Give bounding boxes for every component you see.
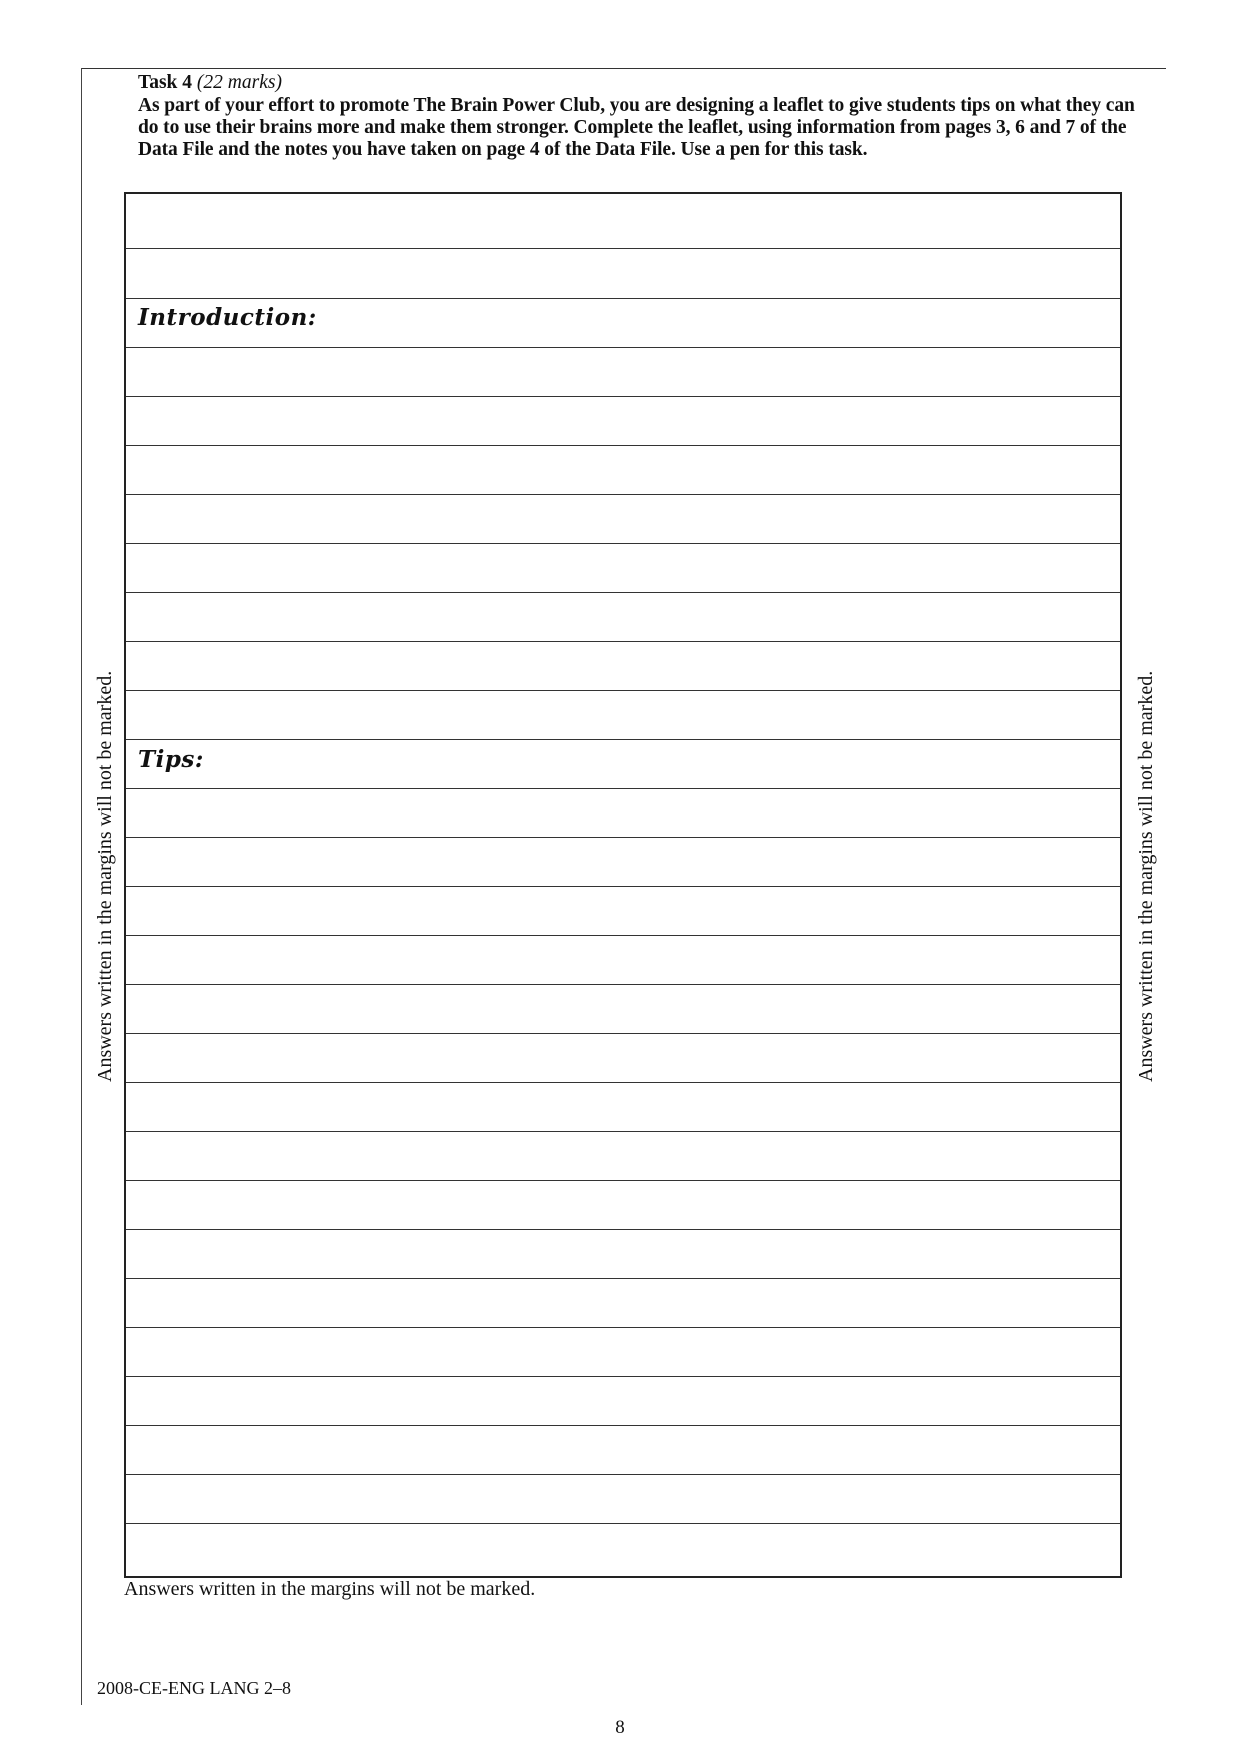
introduction-label: Introduction: — [138, 304, 317, 331]
answer-line — [126, 298, 1120, 299]
answer-line — [126, 739, 1120, 740]
answer-line — [126, 347, 1120, 348]
answer-line — [126, 248, 1120, 249]
answer-line — [126, 788, 1120, 789]
task-title: Task 4 — [138, 72, 193, 93]
answer-line — [126, 1278, 1120, 1279]
answer-line — [126, 592, 1120, 593]
answer-line — [126, 837, 1120, 838]
tips-label: Tips: — [138, 746, 204, 773]
answer-line — [126, 396, 1120, 397]
answer-line — [126, 1327, 1120, 1328]
answer-line — [126, 1131, 1120, 1132]
page-frame-top — [81, 68, 1166, 69]
task-heading — [138, 72, 1138, 94]
page-frame-left — [81, 68, 82, 1705]
answer-line — [126, 1229, 1120, 1230]
answer-line — [126, 445, 1120, 446]
task-instructions: As part of your effort to promote The Brain Power Club, you are designing a leaflet to give students tips on what they can do to use their brains more and make them stronger. Complete the leaflet, using information from pages 3, 6 and 7 of the Data File and the notes you have taken on page 4 of the Data File. Use a pen for this task. — [138, 95, 1135, 160]
right-margin-note: Answers written in the margins will not be marked. — [1135, 670, 1157, 1082]
answer-line — [126, 1033, 1120, 1034]
bottom-margin-note: Answers written in the margins will not be marked. — [124, 1578, 536, 1600]
answer-line — [126, 1523, 1120, 1524]
answer-line — [126, 690, 1120, 691]
answer-line — [126, 1082, 1120, 1083]
answer-line — [126, 886, 1120, 887]
answer-line — [126, 641, 1120, 642]
answer-line — [126, 984, 1120, 985]
answer-line — [126, 1180, 1120, 1181]
left-margin-note: Answers written in the margins will not be marked. — [94, 670, 116, 1082]
answer-line — [126, 494, 1120, 495]
page-number: 8 — [615, 1717, 625, 1738]
answer-line — [126, 543, 1120, 544]
answer-line — [126, 1376, 1120, 1377]
task-header — [138, 72, 1138, 161]
answer-line — [126, 1474, 1120, 1475]
answer-line — [126, 935, 1120, 936]
paper-code: 2008-CE-ENG LANG 2–8 — [97, 1678, 291, 1698]
answer-box[interactable] — [124, 192, 1122, 1578]
answer-line — [126, 1425, 1120, 1426]
task-marks: (22 marks) — [196, 72, 282, 93]
